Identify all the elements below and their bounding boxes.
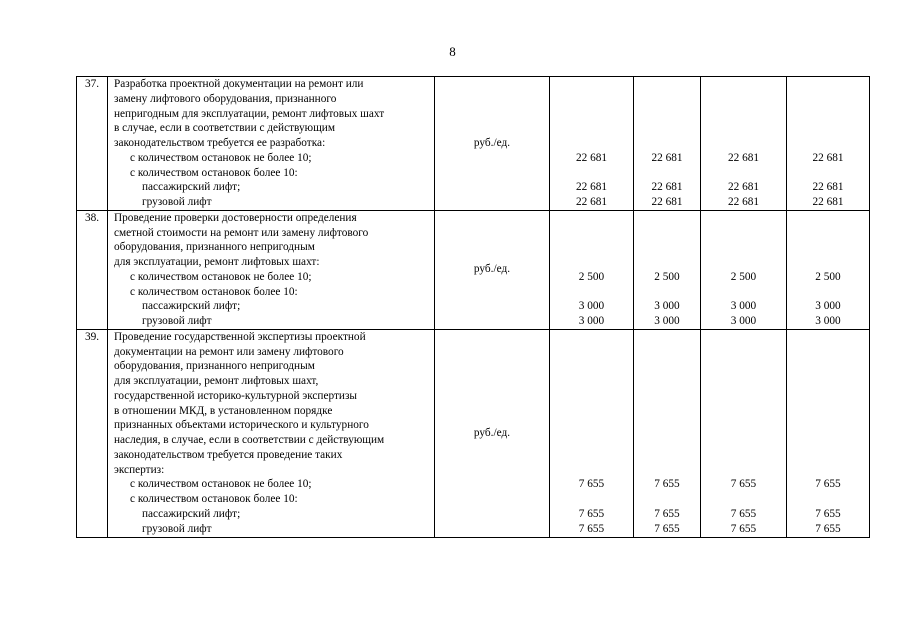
description-line: наследия, в случае, если в соответствии с действующим — [114, 434, 385, 446]
row-description — [108, 210, 435, 329]
row-description — [108, 77, 435, 211]
value-cell — [550, 210, 634, 329]
row-number: 38. — [77, 210, 108, 329]
tariff-table — [76, 76, 870, 538]
sub-item-passenger: пассажирский лифт; — [142, 300, 241, 313]
value: 22 681 — [727, 196, 760, 208]
table-row — [77, 210, 870, 329]
value-cell — [550, 329, 634, 537]
table-row — [77, 77, 870, 211]
value: 22 681 — [812, 151, 844, 164]
description-line: государственной историко-культурной экспертизы — [114, 389, 358, 402]
value-cell — [787, 210, 870, 329]
description-line: для эксплуатации, ремонт лифтовых шахт, — [114, 375, 319, 387]
sub-item-gt10: с количеством остановок более 10: — [130, 285, 298, 298]
value: 3 000 — [815, 300, 841, 313]
value: 7 655 — [815, 522, 841, 535]
description-line: законодательством требуется проведение таких — [114, 448, 343, 461]
value-cell — [701, 77, 787, 211]
unit-cell — [435, 329, 550, 537]
value-cell — [634, 77, 701, 211]
description-line: законодательством требуется ее разработка: — [114, 137, 326, 149]
sub-item-cargo: грузовой лифт — [142, 522, 212, 535]
value: 22 681 — [812, 196, 844, 208]
value: 3 000 — [654, 300, 680, 313]
value: 3 000 — [815, 315, 841, 327]
row-number: 39. — [77, 329, 108, 537]
value: 7 655 — [815, 478, 841, 491]
sub-item-gt10: с количеством остановок более 10: — [130, 166, 298, 179]
sub-item-le10: с количеством остановок не более 10; — [130, 151, 312, 164]
value: 3 000 — [654, 315, 680, 327]
value: 22 681 — [575, 196, 608, 208]
page-number: 8 — [449, 44, 456, 59]
value: 22 681 — [651, 196, 683, 208]
value: 22 681 — [727, 181, 760, 194]
value: 2 500 — [578, 270, 605, 283]
description-line: Разработка проектной документации на ремонт или — [114, 78, 364, 90]
value: 2 500 — [654, 270, 680, 283]
description-line: в случае, если в соответствии с действующим — [114, 122, 335, 135]
value: 3 000 — [730, 300, 757, 313]
value-cell — [550, 77, 634, 211]
sub-item-passenger: пассажирский лифт; — [142, 181, 241, 194]
description-line: для эксплуатации, ремонт лифтовых шахт: — [114, 256, 320, 268]
description-line: документации на ремонт или замену лифтового — [114, 345, 344, 358]
value-cell — [787, 77, 870, 211]
value: 22 681 — [575, 151, 608, 164]
unit-cell — [435, 210, 550, 329]
value-cell — [787, 329, 870, 537]
value: 3 000 — [578, 300, 605, 313]
sub-item-passenger: пассажирский лифт; — [142, 507, 241, 520]
sub-item-le10: с количеством остановок не более 10; — [130, 478, 312, 491]
value: 2 500 — [815, 270, 841, 283]
value: 7 655 — [578, 522, 605, 535]
unit-label: руб./ед. — [473, 137, 511, 149]
value: 7 655 — [730, 507, 757, 520]
value: 7 655 — [730, 478, 757, 491]
value: 3 000 — [578, 315, 605, 327]
value-cell — [701, 210, 787, 329]
value: 7 655 — [815, 507, 841, 520]
value: 22 681 — [651, 181, 683, 194]
description-line: оборудования, признанного непригодным — [114, 360, 315, 373]
value: 7 655 — [654, 507, 680, 520]
value: 7 655 — [578, 507, 605, 520]
description-line: экспертиз: — [114, 463, 165, 476]
value: 7 655 — [578, 478, 605, 491]
value: 22 681 — [575, 181, 608, 194]
description-line: сметной стоимости на ремонт или замену лифтового — [114, 226, 369, 239]
description-line: Проведение проверки достоверности определения — [114, 211, 357, 224]
description-line: Проведение государственной экспертизы проектной — [114, 330, 366, 343]
unit-cell — [435, 77, 550, 211]
sub-item-gt10: с количеством остановок более 10: — [130, 493, 298, 505]
description-line: непригодным для эксплуатации, ремонт лифтовых шахт — [114, 107, 385, 120]
description-line: признанных объектами исторического и культурного — [114, 419, 369, 432]
table-row — [77, 329, 870, 537]
value-cell — [634, 210, 701, 329]
sub-item-le10: с количеством остановок не более 10; — [130, 270, 312, 283]
value-cell — [634, 329, 701, 537]
row-description — [108, 329, 435, 537]
value: 2 500 — [730, 270, 757, 283]
value: 3 000 — [730, 315, 757, 327]
description-line: оборудования, признанного непригодным — [114, 241, 315, 254]
value: 7 655 — [654, 478, 680, 491]
sub-item-cargo: грузовой лифт — [142, 196, 212, 208]
unit-label: руб./ед. — [473, 263, 511, 276]
description-line: в отношении МКД, в установленном порядке — [114, 404, 333, 417]
unit-label: руб./ед. — [473, 426, 511, 439]
sub-item-cargo: грузовой лифт — [142, 315, 212, 327]
value: 7 655 — [654, 522, 680, 535]
value: 7 655 — [730, 522, 757, 535]
value: 22 681 — [651, 151, 683, 164]
value: 22 681 — [812, 181, 844, 194]
value-cell — [701, 329, 787, 537]
description-line: замену лифтового оборудования, признанного — [114, 92, 337, 105]
value: 22 681 — [727, 151, 760, 164]
row-number: 37. — [77, 77, 108, 211]
